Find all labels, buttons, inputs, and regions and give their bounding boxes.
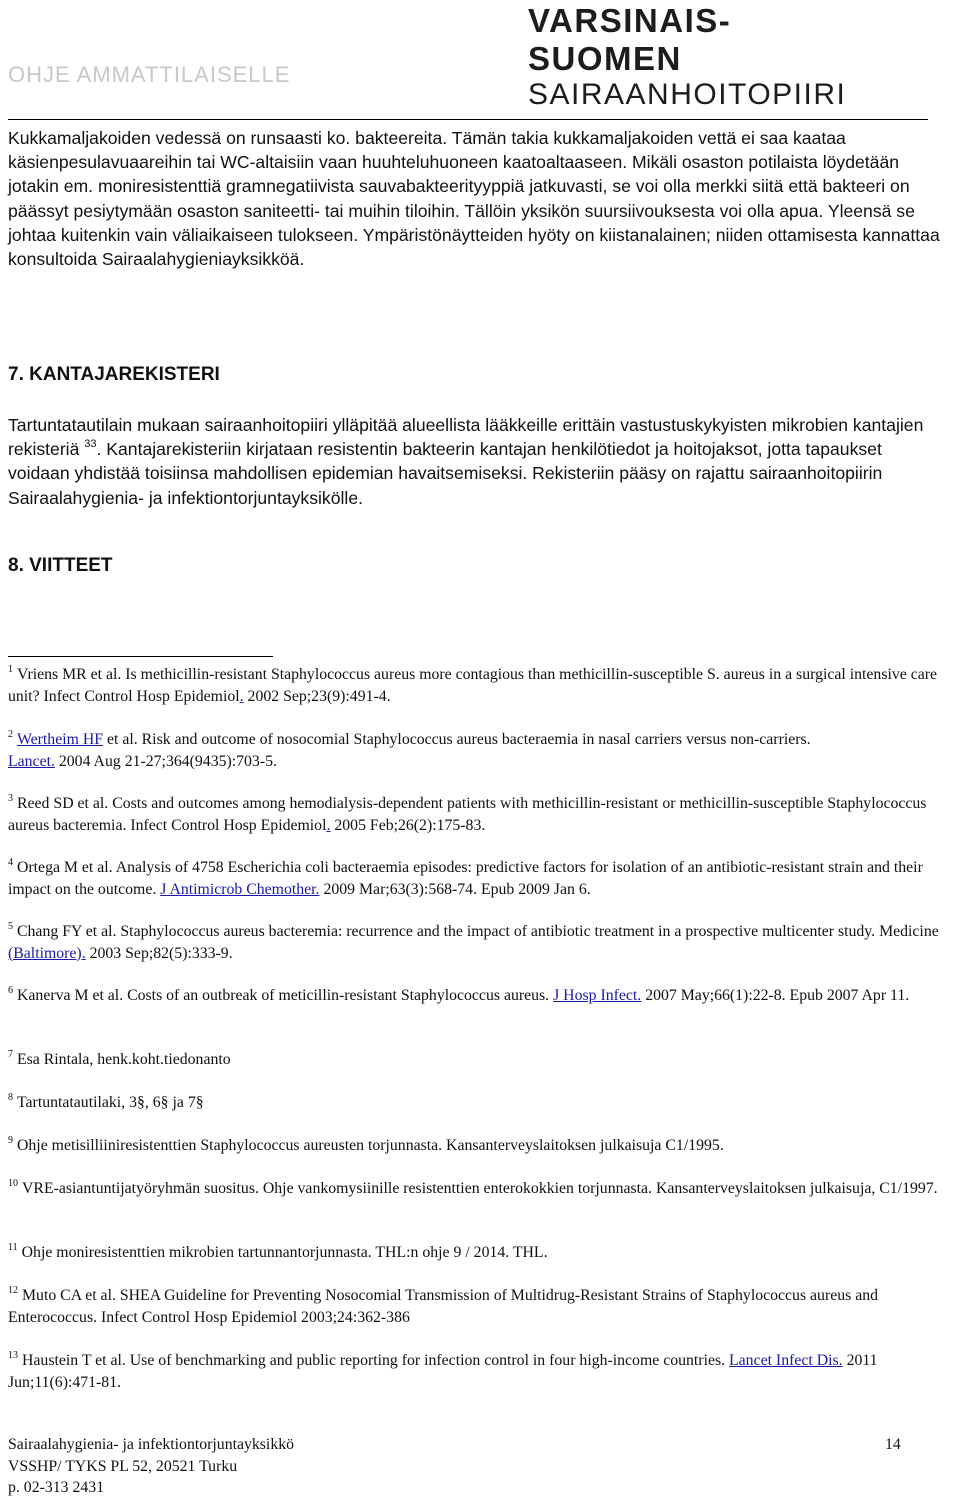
- page-number: 14: [885, 1436, 901, 1453]
- section-7-text-b: . Kantajarekisteriin kirjataan resistentin bakteerin kantajan henkilötiedot ja hoitojaksot, jotta tapaukset voidaan yhdistää toisiinsa mahdollisen epidemian havaitsemiseksi. Rekisteriin pääsy on rajattu sairaanhoitopiirin Sairaalahygienia- ja infektiontorjuntayksikölle.: [8, 439, 883, 508]
- section-7-paragraph: [8, 413, 943, 510]
- reference-7: [8, 1049, 958, 1071]
- ref-link[interactable]: Lancet Infect Dis.: [729, 1352, 843, 1369]
- section-7-footnote-ref: 33: [84, 438, 97, 451]
- ref-text: Vriens MR et al. Is methicillin-resistant Staphylococcus aureus more contagious than methicillin-susceptible S. aureus in a surgical intensive care unit? Infect Control Hosp Epidemiol: [8, 666, 938, 705]
- ref-text: Haustein T et al. Use of benchmarking and public reporting for infection control in four high-income countries.: [22, 1352, 730, 1369]
- section-7-text-a: Tartuntatautilain mukaan sairaanhoitopiiri ylläpitää alueellista lääkkeille erittäin vastustuskykyisten mikrobien kantajien rekisteriä: [8, 415, 924, 460]
- ref-text: Ortega M et al. Analysis of 4758 Escherichia coli bacteraemia episodes: predictive factors for isolation of an antibiotic-resistant strain and their impact on the outcome.: [8, 859, 923, 898]
- ref-text: Ohje metisilliiniresistenttien Staphylococcus aureusten torjunnasta. Kansanterveyslaitoksen julkaisuja C1/1995.: [17, 1137, 724, 1154]
- section-7-heading: 7. KANTAJAREKISTERI: [8, 364, 220, 385]
- reference-3: [8, 793, 958, 836]
- ref-number: 11: [8, 1242, 18, 1253]
- footnote-divider: [8, 656, 273, 657]
- ref-number: 7: [8, 1049, 13, 1060]
- ref-link[interactable]: (Baltimore).: [8, 944, 86, 962]
- ref-text-post: 2005 Feb;26(2):175-83.: [330, 816, 486, 834]
- ref-number: 3: [8, 793, 13, 804]
- ref-number: 1: [8, 664, 13, 675]
- ref-link[interactable]: J Hosp Infect.: [553, 987, 642, 1004]
- footer-address: VSSHP/ TYKS PL 52, 20521 Turku: [8, 1458, 238, 1475]
- intro-paragraph: Kukkamaljakoiden vedessä on runsaasti ko. bakteereita. Tämän takia kukkamaljakoiden vettä ei saa kaataa käsienpesulavuaareihin tai WC-altaisiin vaan huuhteluhuoneen kaatoaltaaseen. Mikäli osaston potilaista löydetään jotakin em. moniresistenttiä gramnegatiivista sauvabakteerityyppiä jatkuvasti, se voi olla merkki siitä että bakteeri on päässyt pesiytymään osaston saniteetti- tai muihin tiloihin. Tällöin yksikön suursiivouksesta voi olla apua. Yleensä se johtaa kuitenkin vain väliaikaiseen tulokseen. Ympäristönäytteiden hyöty on kiistanalainen; niiden ottamisesta kannattaa konsultoida Sairaalahygieniayksikköä.: [8, 128, 940, 270]
- ref-number: 2: [8, 729, 13, 740]
- ref-number: 4: [8, 857, 13, 868]
- ref-text: Tartuntatautilaki, 3§, 6§ ja 7§: [17, 1094, 204, 1111]
- ref-number: 6: [8, 985, 13, 996]
- ref-text: VRE-asiantuntijatyöryhmän suositus. Ohje vankomysiinille resistenttien enterokokkien torjunnasta. Kansanterveyslaitoksen julkaisuja, C1/1997.: [22, 1180, 938, 1197]
- ref-number: 8: [8, 1092, 13, 1103]
- organization-logo: [528, 2, 847, 111]
- ref-link[interactable]: J Antimicrob Chemother.: [160, 880, 320, 898]
- reference-5: [8, 921, 958, 964]
- logo-line-1: VARSINAIS-SUOMEN: [528, 2, 732, 77]
- ref-link[interactable]: Wertheim HF: [17, 731, 104, 748]
- ref-text: Ohje moniresistenttien mikrobien tartunnantorjunnasta. THL:n ohje 9 / 2014. THL.: [21, 1244, 548, 1261]
- reference-12: [8, 1285, 958, 1328]
- ref-text-post-2: 2004 Aug 21-27;364(9435):703-5.: [54, 752, 277, 770]
- ref-text-post: 2003 Sep;82(5):333-9.: [85, 944, 233, 962]
- ref-text-post: 2009 Mar;63(3):568-74. Epub 2009 Jan 6.: [319, 880, 591, 898]
- ref-text: Chang FY et al. Staphylococcus aureus bacteremia: recurrence and the impact of antibiotic treatment in a prospective multicenter study. Medicine: [17, 923, 939, 940]
- reference-2: [8, 729, 958, 772]
- reference-10: [8, 1178, 958, 1200]
- ref-number: 10: [8, 1178, 18, 1189]
- reference-6: [8, 985, 958, 1007]
- ref-text-post: 2002 Sep;23(9):491-4.: [243, 687, 391, 705]
- footer-phone: p. 02-313 2431: [8, 1479, 105, 1496]
- ref-text-post: 2007 May;66(1):22-8. Epub 2007 Apr 11.: [641, 987, 910, 1004]
- section-8-heading: 8. VIITTEET: [8, 555, 113, 576]
- ref-text: Muto CA et al. SHEA Guideline for Preventing Nosocomial Transmission of Multidrug-Resistant Strains of Staphylococcus aureus and Enterococcus. Infect Control Hosp Epidemiol 2003;24:362-386: [8, 1287, 879, 1326]
- ref-text: Kanerva M et al. Costs of an outbreak of meticillin-resistant Staphylococcus aureus.: [17, 987, 554, 1004]
- audience-label: OHJE AMMATTILAISELLE: [8, 62, 291, 87]
- ref-text: Esa Rintala, henk.koht.tiedonanto: [17, 1051, 231, 1068]
- ref-text: Reed SD et al. Costs and outcomes among hemodialysis-dependent patients with methicillin-resistant or methicillin-susceptible Staphylococcus aureus bacteremia. Infect Control Hosp Epidemiol: [8, 795, 927, 834]
- header-divider: [8, 119, 928, 120]
- ref-number: 12: [8, 1285, 18, 1296]
- ref-number: 9: [8, 1135, 13, 1146]
- reference-1: [8, 664, 958, 707]
- reference-11: [8, 1242, 958, 1264]
- reference-4: [8, 857, 958, 900]
- reference-9: [8, 1135, 958, 1157]
- ref-link[interactable]: .: [326, 816, 331, 834]
- ref-text-post: 2011 Jun;11(6):471-81.: [8, 1352, 878, 1391]
- logo-line-2: SAIRAANHOITOPIIRI: [528, 78, 847, 111]
- ref-link[interactable]: .: [239, 687, 244, 705]
- ref-number: 13: [8, 1350, 18, 1361]
- ref-text-post: et al. Risk and outcome of nosocomial Staphylococcus aureus bacteraemia in nasal carriers versus non-carriers.: [103, 731, 811, 748]
- footer-unit: Sairaalahygienia- ja infektiontorjuntayksikkö: [8, 1436, 295, 1453]
- reference-8: [8, 1092, 958, 1114]
- ref-number: 5: [8, 921, 13, 932]
- reference-13: [8, 1350, 958, 1393]
- ref-link-2[interactable]: Lancet.: [8, 752, 55, 770]
